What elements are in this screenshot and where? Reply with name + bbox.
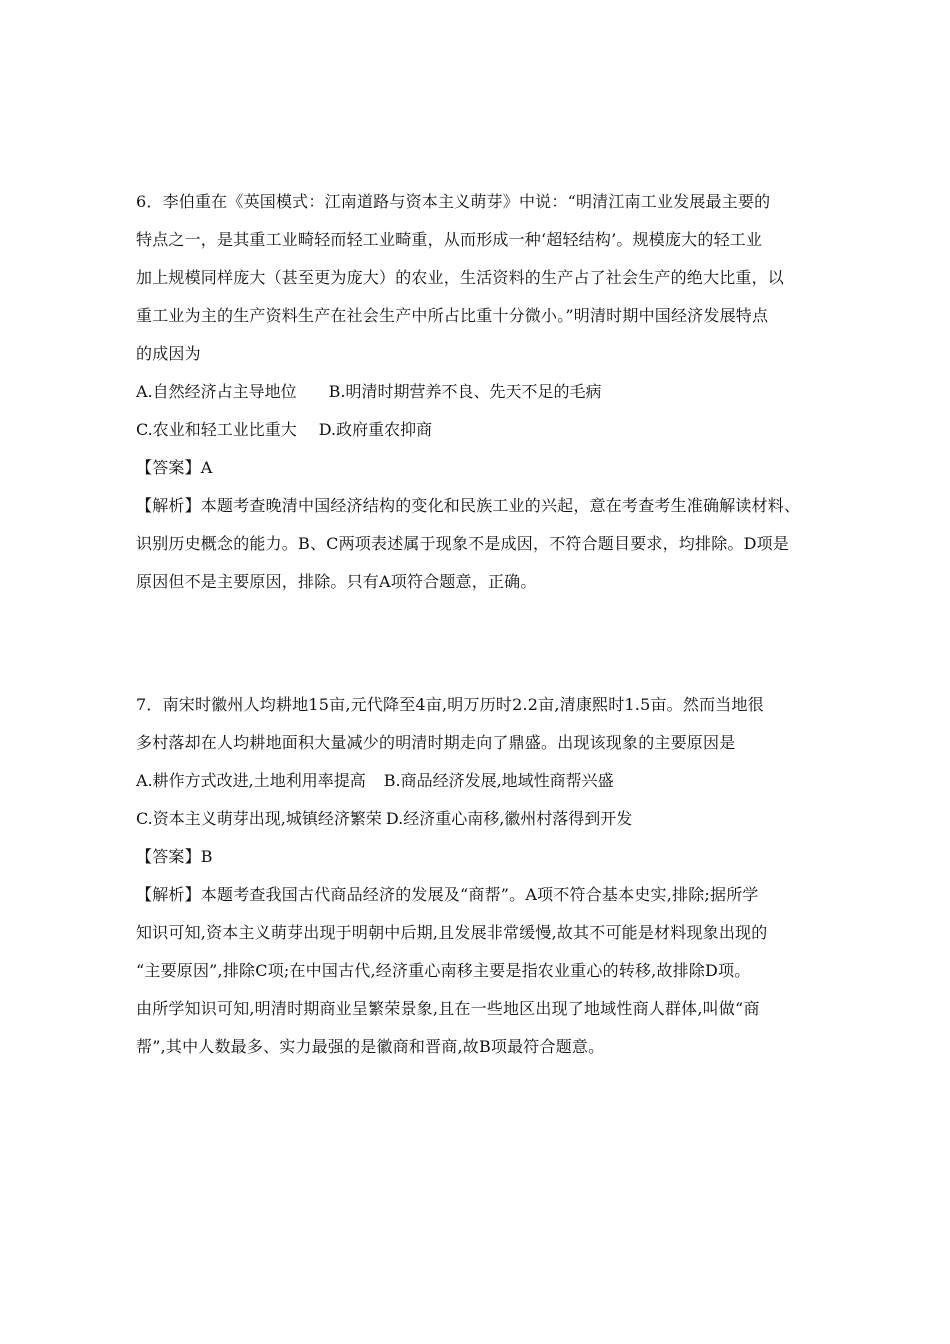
q6-stem-line: 特点之一，是其重工业畸轻而轻工业畸重，从而形成一种‘超轻结构’。规模庞大的轻工业 (136, 230, 763, 249)
q6-analysis-line: 【解析】本题考查晚清中国经济结构的变化和民族工业的兴起，意在考查考生准确解读材料、 (136, 496, 801, 515)
q7-stem-line: 7．南宋时徽州人均耕地15亩,元代降至4亩,明万历时2.2亩,清康熙时1.5亩。然而当地很 (136, 695, 764, 714)
q7-options-row-1 (136, 762, 816, 800)
q6-analysis-line: 原因但不是主要原因，排除。只有A项符合题意，正确。 (136, 572, 537, 591)
q7-analysis-line: 【解析】本题考查我国古代商品经济的发展及“商帮”。A项不符合基本史实,排除;据所学 (136, 885, 759, 904)
q7-analysis-line: 由所学知识可知,明清时期商业呈繁荣景象,且在一些地区出现了地域性商人群体,叫做“商 (136, 999, 760, 1018)
q7-options-row-2 (136, 800, 816, 838)
q6-option-d: D.政府重农抑商 (318, 420, 433, 439)
question-7 (136, 686, 816, 1066)
q6-options-row-1 (136, 373, 816, 411)
q7-option-b: B.商品经济发展,地域性商帮兴盛 (383, 771, 614, 790)
q6-options-row-2 (136, 411, 816, 449)
q7-option-c: C.资本主义萌芽出现,城镇经济繁荣 (136, 809, 382, 828)
q6-answer: 【答案】A (136, 458, 213, 477)
q7-analysis-line: 知识可知,资本主义萌芽出现于明朝中后期,且发展非常缓慢,故其不可能是材料现象出现的 (136, 923, 768, 942)
question-6 (136, 183, 816, 601)
q7-option-a: A.耕作方式改进,土地利用率提高 (136, 771, 366, 790)
q6-option-b: B.明清时期营养不良、先天不足的毛病 (328, 382, 602, 401)
q6-option-a: A.自然经济占主导地位 (136, 382, 297, 401)
q7-answer: 【答案】B (136, 847, 213, 866)
q7-analysis-line: 帮”,其中人数最多、实力最强的是徽商和晋商,故B项最符合题意。 (136, 1037, 605, 1056)
q6-option-c: C.农业和轻工业比重大 (136, 420, 297, 439)
q6-stem-line: 6．李伯重在《英国模式：江南道路与资本主义萌芽》中说：“明清江南工业发展最主要的 (136, 192, 771, 211)
q7-analysis-line: “主要原因”,排除C项;在中国古代,经济重心南移主要是指农业重心的转移,故排除D项。 (136, 961, 751, 980)
q6-analysis-line: 识别历史概念的能力。B、C两项表述属于现象不是成因，不符合题目要求，均排除。D项是 (136, 534, 790, 553)
q6-stem-line: 重工业为主的生产资料生产在社会生产中所占比重十分微小。”明清时期中国经济发展特点 (136, 306, 769, 325)
q6-stem-line: 加上规模同样庞大（甚至更为庞大）的农业，生活资料的生产占了社会生产的绝大比重，以 (136, 268, 785, 287)
q7-stem-line: 多村落却在人均耕地面积大量减少的明清时期走向了鼎盛。出现该现象的主要原因是 (136, 733, 736, 752)
q6-stem-line: 的成因为 (136, 344, 201, 363)
q7-option-d: D.经济重心南移,徽州村落得到开发 (385, 809, 633, 828)
